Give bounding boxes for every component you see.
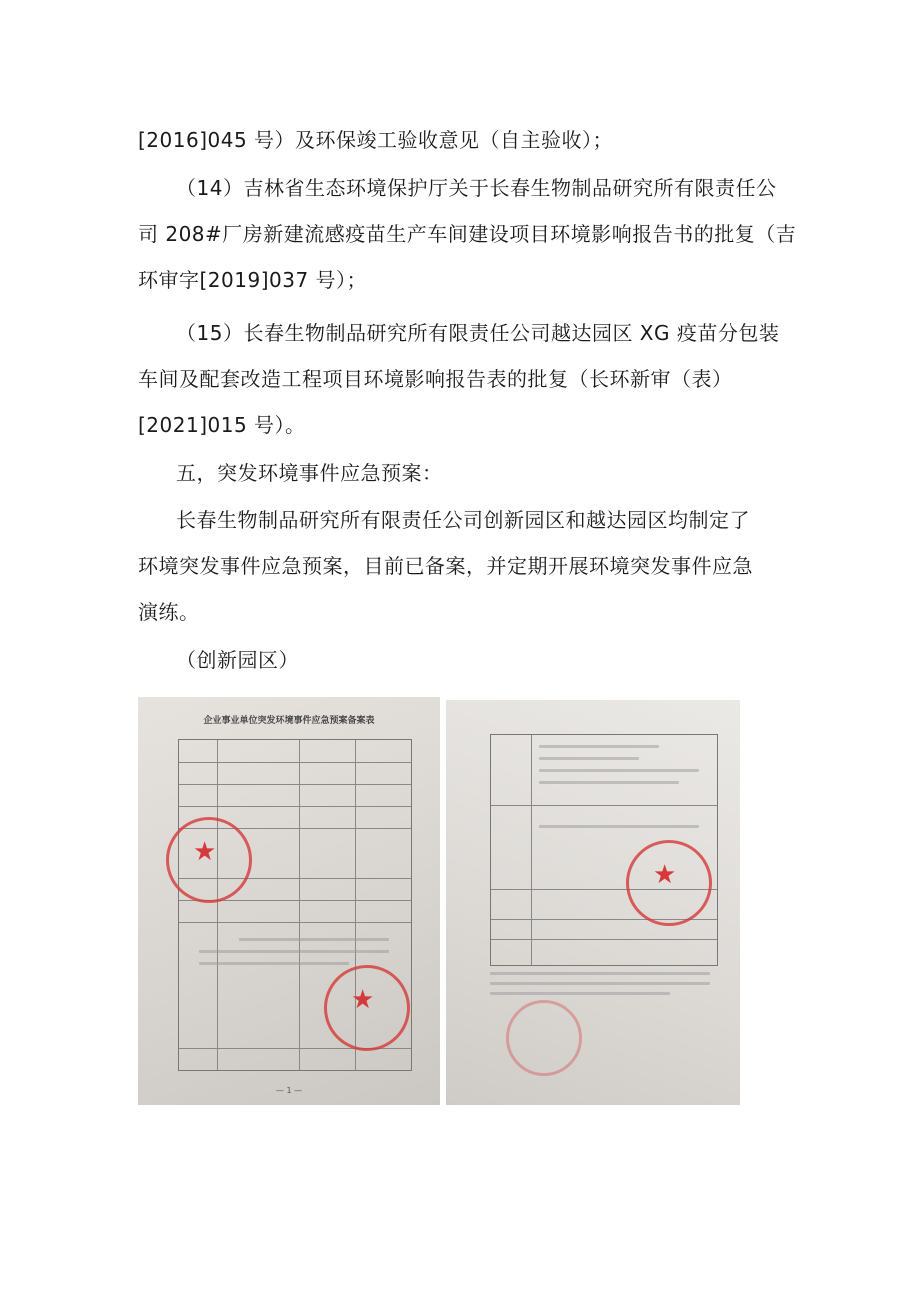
text-line: [2021]015 号）。 xyxy=(138,413,306,437)
form-title: 企业事业单位突发环境事件应急预案备案表 xyxy=(203,716,375,726)
filing-form-photo-1 xyxy=(138,697,440,1105)
star-icon: ★ xyxy=(351,985,375,1015)
page-number: — 1 — xyxy=(275,1086,303,1095)
filing-form-photo-2 xyxy=(446,700,740,1105)
faded-seal xyxy=(506,1000,582,1076)
text-line: [2016]045 号）及环保竣工验收意见（自主验收）； xyxy=(138,128,614,152)
item-14: （14）吉林省生态环境保护厅关于长春生物制品研究所有限责任公 xyxy=(176,176,777,200)
text-line: 车间及配套改造工程项目环境影响报告表的批复（长环新审（表） xyxy=(138,367,733,391)
text-line: 长春生物制品研究所有限责任公司创新园区和越达园区均制定了 xyxy=(176,508,750,532)
text-line: 司 208#厂房新建流感疫苗生产车间建设项目环境影响报告书的批复（吉 xyxy=(138,222,797,246)
text-line: 环审字[2019]037 号）； xyxy=(138,268,368,292)
caption: （创新园区） xyxy=(176,648,299,672)
star-icon: ★ xyxy=(193,837,217,867)
star-icon: ★ xyxy=(653,860,677,890)
text-line: 环境突发事件应急预案，目前已备案，并定期开展环境突发事件应急 xyxy=(138,554,753,578)
text-line: 演练。 xyxy=(138,600,200,624)
item-15: （15）长春生物制品研究所有限责任公司越达园区 XG 疫苗分包装 xyxy=(176,321,780,345)
section-heading: 五，突发环境事件应急预案： xyxy=(176,461,443,485)
